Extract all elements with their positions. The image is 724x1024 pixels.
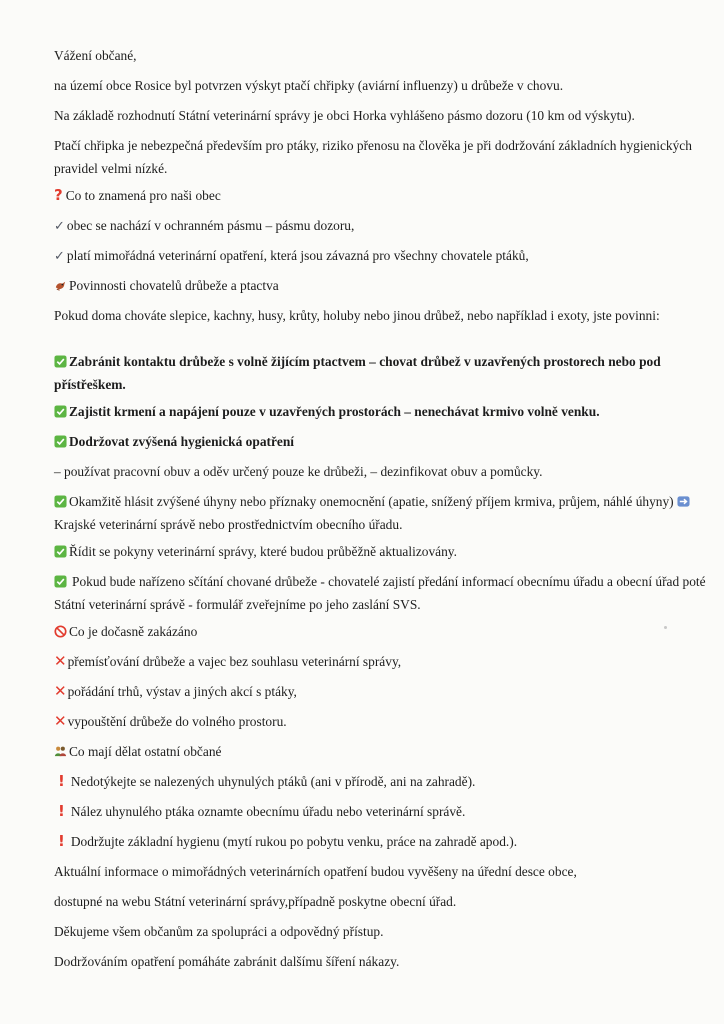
banned-1-text: přemísťování drůbeže a vajec bez souhlasu veterinární správy, [67, 654, 402, 669]
duty-3-text: Dodržovat zvýšená hygienická opatření [69, 434, 295, 449]
list-item [54, 650, 710, 673]
closing-line-3: Děkujeme všem občanům za spolupráci a odpovědný přístup. [54, 924, 384, 939]
greeting: Vážení občané, [54, 48, 137, 63]
duty-2-text: Zajistit krmení a napájení pouze v uzavřených prostorách – nenechávat krmivo volně venku. [69, 404, 600, 419]
prohibited-icon [54, 625, 67, 638]
list-item [54, 350, 710, 396]
heading-duties [54, 274, 710, 297]
citizens-1-text: Nedotýkejte se nalezených uhynulých ptáků (ani v přírodě, ani na zahradě). [70, 774, 476, 789]
banned-2-text: pořádání trhů, výstav a jiných akcí s ptáky, [67, 684, 297, 699]
list-item [54, 680, 710, 703]
heading-banned-text: Co je dočasně zakázáno [69, 624, 198, 639]
duty-6-text: Pokud bude nařízeno sčítání chované drůbeže - chovatelé zajistí předání informací obecnímu úřadu a obecní úřad poté Státní veterinární správě - formulář zveřejníme po jeho zaslání SVS. [54, 574, 706, 612]
heading-banned [54, 620, 710, 643]
duty-3-detail: – používat pracovní obuv a oděv určený pouze ke drůbeži, – dezinfikovat obuv a pomůcky. [54, 464, 543, 479]
list-item [54, 400, 710, 423]
list-item [54, 570, 710, 616]
arrow-right-icon [677, 495, 690, 508]
duty-4b-text: Krajské veterinární správě nebo prostřednictvím obecního úřadu. [54, 517, 403, 532]
closing-line-1: Aktuální informace o mimořádných veterinárních opatření budou vyvěšeny na úřední desce obce, [54, 864, 577, 879]
heading-meaning-text: Co to znamená pro naši obec [65, 188, 221, 203]
heading-duties-text: Povinnosti chovatelů drůbeže a ptactva [69, 278, 279, 293]
exclamation-icon: ! [58, 772, 65, 790]
closing-line-4: Dodržováním opatření pomáháte zabránit dalšímu šíření nákazy. [54, 954, 400, 969]
paragraph-zone: Na základě rozhodnutí Státní veterinární správy je obci Horka vyhlášeno pásmo dozoru (10 km od výskytu). [54, 108, 635, 123]
cross-icon: ✕ [54, 712, 67, 730]
list-item [54, 244, 710, 268]
people-icon [54, 745, 67, 758]
check-icon: ✓ [54, 219, 65, 234]
list-item [54, 830, 710, 853]
paragraph-risk: Ptačí chřipka je nebezpečná především pro ptáky, riziko přenosu na člověka je při dodržování základních hygienických pravidel velmi nízké. [54, 138, 692, 176]
cross-icon: ✕ [54, 652, 67, 670]
question-icon: ? [54, 186, 63, 204]
bird-icon [54, 279, 67, 292]
closing-line-2: dostupné na webu Státní veterinární správy,případně poskytne obecní úřad. [54, 894, 457, 909]
green-check-icon [54, 545, 67, 558]
exclamation-icon: ! [58, 802, 65, 820]
paragraph-outbreak: na území obce Rosice byl potvrzen výskyt ptačí chřipky (aviární influenzy) u drůbeže v chovu. [54, 78, 564, 93]
green-check-icon [54, 575, 67, 588]
exclamation-icon: ! [58, 832, 65, 850]
meaning-1-text: obec se nachází v ochranném pásmu – pásmu dozoru, [66, 218, 355, 233]
heading-citizens-text: Co mají dělat ostatní občané [69, 744, 222, 759]
citizens-2-text: Nález uhynulého ptáka oznamte obecnímu úřadu nebo veterinární správě. [70, 804, 466, 819]
green-check-icon [54, 495, 67, 508]
list-item [54, 800, 710, 823]
list-item [54, 214, 710, 238]
green-check-icon [54, 355, 67, 368]
check-icon: ✓ [54, 249, 65, 264]
duty-1-text: Zabránit kontaktu drůbeže s volně žijícím ptactvem – chovat drůbež v uzavřených prostorech nebo pod přístřeškem. [54, 354, 661, 392]
meaning-2-text: platí mimořádná veterinární opatření, která jsou závazná pro všechny chovatele ptáků, [66, 248, 529, 263]
duty-4a-text: Okamžitě hlásit zvýšené úhyny nebo příznaky onemocnění (apatie, snížený příjem krmiva, průjem, náhlé úhyny) [69, 494, 674, 509]
heading-meaning [54, 184, 710, 207]
duty-5-text: Řídit se pokyny veterinární správy, které budou průběžně aktualizovány. [69, 544, 457, 559]
list-item [54, 770, 710, 793]
list-item [54, 430, 710, 453]
scan-speck [664, 626, 667, 629]
paragraph-duties-intro: Pokud doma chováte slepice, kachny, husy, krůty, holuby nebo jinou drůbež, nebo například i exoty, jste povinni: [54, 308, 660, 323]
list-item [54, 710, 710, 733]
heading-citizens [54, 740, 710, 763]
green-check-icon [54, 405, 67, 418]
green-check-icon [54, 435, 67, 448]
cross-icon: ✕ [54, 682, 67, 700]
list-item [54, 540, 710, 563]
list-item [54, 490, 710, 536]
citizens-3-text: Dodržujte základní hygienu (mytí rukou po pobytu venku, práce na zahradě apod.). [70, 834, 518, 849]
banned-3-text: vypouštění drůbeže do volného prostoru. [67, 714, 287, 729]
